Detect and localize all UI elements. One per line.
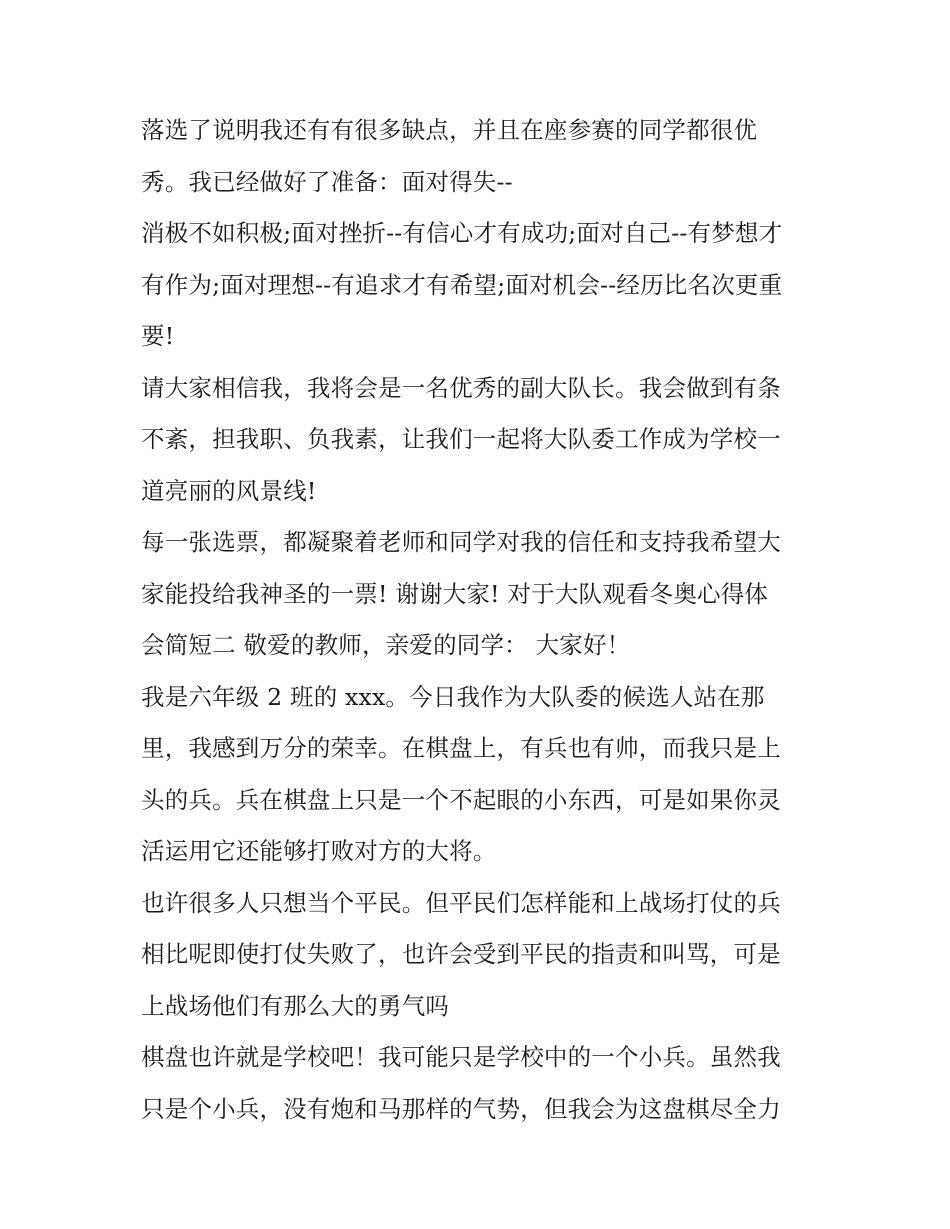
text-line: 不紊，担我职、负我素，让我们一起将大队委工作成为学校一 <box>141 425 781 453</box>
text-line: 落选了说明我还有有很多缺点，并且在座参赛的同学都很优 <box>141 116 758 144</box>
text-line: 我是六年级 2 班的 xxx。今日我作为大队委的候选人站在那 <box>141 682 765 711</box>
text-line: 也许很多人只想当个平民。但平民们怎样能和上战场打仗的兵 <box>141 888 781 917</box>
text-line: 棋盘也许就是学校吧！我可能只是学校中的一个小兵。虽然我 <box>141 1043 781 1071</box>
text-line: 要! <box>141 322 175 350</box>
text-line: 头的兵。兵在棋盘上只是一个不起眼的小东西，可是如果你灵 <box>141 785 781 814</box>
text-line: 上战场他们有那么大的勇气吗 <box>141 991 450 1020</box>
text-line: 每一张选票，都凝聚着老师和同学对我的信任和支持我希望大 <box>141 528 781 556</box>
text-line: 会简短二 敬爱的教师，亲爱的同学： 大家好！ <box>141 631 631 659</box>
text-line: 活运用它还能够打败对方的大将。 <box>141 837 497 865</box>
document-body <box>141 110 821 1140</box>
text-line: 秀。我已经做好了准备：面对得失-- <box>141 167 513 196</box>
text-line: 请大家相信我，我将会是一名优秀的副大队长。我会做到有条 <box>141 373 781 402</box>
text-line: 家能投给我神圣的一票! 谢谢大家! 对于大队观看冬奥心得体 <box>141 579 769 608</box>
text-line: 消极不如积极;面对挫折--有信心才有成功;面对自己--有梦想才 <box>141 219 783 247</box>
text-line: 有作为;面对理想--有追求才有希望;面对机会--经历比名次更重 <box>141 270 783 299</box>
text-line: 道亮丽的风景线! <box>141 476 317 505</box>
text-line: 相比呢即使打仗失败了，也许会受到平民的指责和叫骂，可是 <box>141 940 781 968</box>
text-line: 里，我感到万分的荣幸。在棋盘上，有兵也有帅，而我只是上 <box>141 734 781 762</box>
text-line: 只是个小兵，没有炮和马那样的气势，但我会为这盘棋尽全力 <box>141 1094 781 1123</box>
